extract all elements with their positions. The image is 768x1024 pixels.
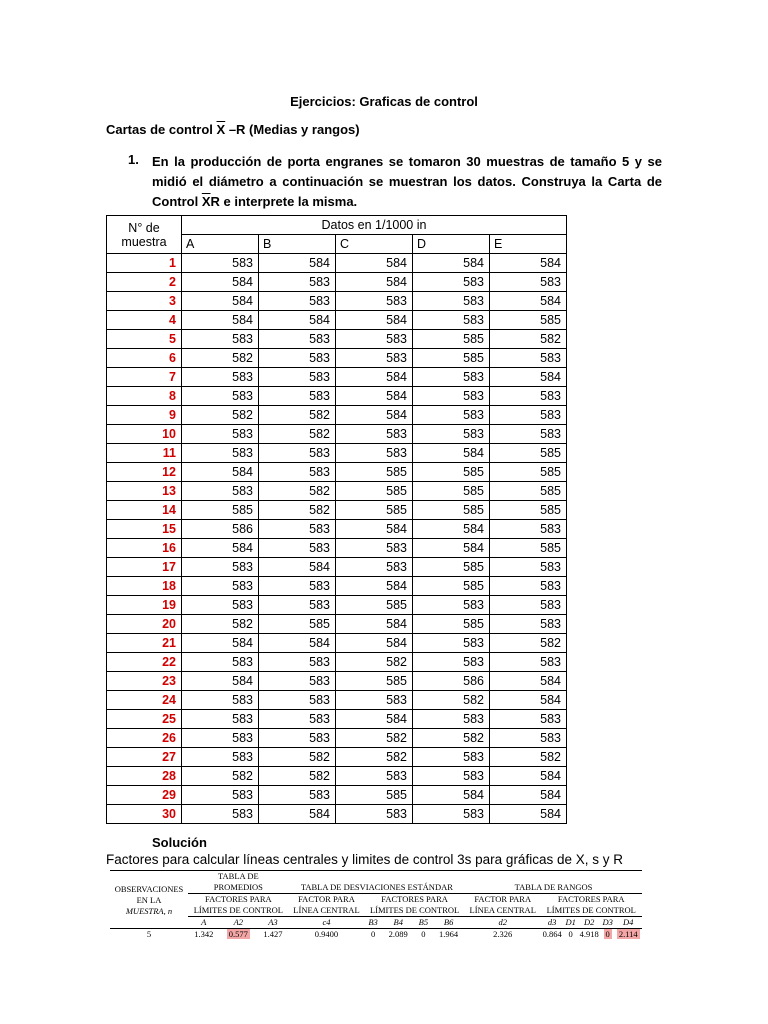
header-data: Datos en 1/1000 in xyxy=(182,216,567,235)
column-header-c: C xyxy=(336,235,413,254)
value-row xyxy=(110,929,642,941)
data-cell: 584 xyxy=(490,805,567,824)
data-cell: 583 xyxy=(490,349,567,368)
factor-symbol: A2 xyxy=(220,917,258,929)
data-cell: 584 xyxy=(336,634,413,653)
table-row xyxy=(107,577,567,596)
table-row xyxy=(107,463,567,482)
sample-number: 16 xyxy=(107,539,182,558)
data-cell: 585 xyxy=(259,615,336,634)
data-cell: 585 xyxy=(413,558,490,577)
table-row xyxy=(107,596,567,615)
sample-number: 21 xyxy=(107,634,182,653)
desv-limits-1: LÍMITES DE CONTROL xyxy=(364,905,465,917)
data-cell: 584 xyxy=(182,634,259,653)
data-cell: 582 xyxy=(336,748,413,767)
data-cell: 583 xyxy=(336,444,413,463)
factor-symbol: B4 xyxy=(382,917,415,929)
data-cell: 583 xyxy=(259,786,336,805)
data-cell: 585 xyxy=(413,501,490,520)
data-cell: 583 xyxy=(413,406,490,425)
sample-number: 18 xyxy=(107,577,182,596)
data-cell: 585 xyxy=(490,463,567,482)
table-row xyxy=(107,349,567,368)
prom-h1: PROMEDIOS xyxy=(188,882,289,894)
data-cell: 582 xyxy=(182,406,259,425)
data-cell: 583 xyxy=(182,368,259,387)
data-cell: 583 xyxy=(413,634,490,653)
factor-symbol: d3 xyxy=(540,917,563,929)
data-cell: 585 xyxy=(490,311,567,330)
factor-value xyxy=(465,929,540,941)
question-xbar: $\overline{X}$ xyxy=(201,194,211,209)
data-cell: 584 xyxy=(182,539,259,558)
data-cell: 583 xyxy=(336,330,413,349)
data-cell: 583 xyxy=(413,387,490,406)
data-cell: 584 xyxy=(259,311,336,330)
data-cell: 583 xyxy=(490,425,567,444)
rangos-central-1: LÍNEA CENTRAL xyxy=(465,905,540,917)
factor-value xyxy=(382,929,415,941)
data-cell: 583 xyxy=(490,596,567,615)
subtitle-suffix: –R (Medias y rangos) xyxy=(225,122,360,137)
data-cell: 585 xyxy=(336,482,413,501)
factor-value xyxy=(432,929,465,941)
data-cell: 583 xyxy=(182,729,259,748)
subtitle xyxy=(106,122,360,137)
table-row xyxy=(107,254,567,273)
data-cell: 584 xyxy=(182,273,259,292)
factor-value-text: 0 xyxy=(421,929,426,939)
data-cell: 586 xyxy=(182,520,259,539)
factor-value xyxy=(364,929,382,941)
data-cell: 584 xyxy=(336,387,413,406)
factor-symbol: d2 xyxy=(465,917,540,929)
prom-h3: LÍMITES DE CONTROL xyxy=(188,905,289,917)
data-cell: 583 xyxy=(259,349,336,368)
data-cell: 583 xyxy=(413,425,490,444)
data-cell: 582 xyxy=(490,330,567,349)
sample-number: 14 xyxy=(107,501,182,520)
factor-symbol: B5 xyxy=(415,917,433,929)
data-cell: 583 xyxy=(490,387,567,406)
data-cell: 584 xyxy=(182,311,259,330)
data-cell: 584 xyxy=(490,767,567,786)
data-cell: 583 xyxy=(182,748,259,767)
symbol-row xyxy=(110,917,642,929)
factor-symbol: B3 xyxy=(364,917,382,929)
table-row xyxy=(107,653,567,672)
table-row xyxy=(107,539,567,558)
data-cell: 584 xyxy=(259,254,336,273)
obs-header xyxy=(110,871,188,917)
factor-value xyxy=(540,929,563,941)
sample-number: 6 xyxy=(107,349,182,368)
rangos-header: TABLA DE RANGOS xyxy=(465,882,642,894)
data-cell: 583 xyxy=(490,653,567,672)
data-cell: 584 xyxy=(336,368,413,387)
data-cell: 583 xyxy=(182,558,259,577)
question-text xyxy=(152,152,662,212)
table-row xyxy=(107,691,567,710)
column-header-e: E xyxy=(490,235,567,254)
data-cell: 585 xyxy=(182,501,259,520)
table-row xyxy=(107,767,567,786)
data-cell: 583 xyxy=(259,672,336,691)
factors-table xyxy=(110,870,642,940)
data-cell: 584 xyxy=(490,292,567,311)
table-row xyxy=(107,387,567,406)
factor-value-text: 5 xyxy=(146,929,152,939)
data-cell: 582 xyxy=(259,767,336,786)
data-cell: 583 xyxy=(413,653,490,672)
factor-value-text: 0 xyxy=(605,929,610,939)
data-cell: 584 xyxy=(259,805,336,824)
data-cell: 585 xyxy=(336,596,413,615)
obs-h1: EN LA xyxy=(136,894,162,905)
data-cell: 583 xyxy=(182,387,259,406)
data-cell: 583 xyxy=(182,653,259,672)
sample-number: 28 xyxy=(107,767,182,786)
factor-symbol: A xyxy=(188,917,220,929)
factor-value-text: 0.9400 xyxy=(314,929,339,939)
data-cell: 583 xyxy=(259,292,336,311)
data-cell: 583 xyxy=(336,805,413,824)
data-cell: 584 xyxy=(336,406,413,425)
data-cell: 583 xyxy=(490,406,567,425)
data-cell: 583 xyxy=(182,482,259,501)
data-cell: 583 xyxy=(182,691,259,710)
data-cell: 582 xyxy=(182,349,259,368)
sample-number: 8 xyxy=(107,387,182,406)
factor-symbol: D1 xyxy=(565,917,576,927)
factor-value-text: 0 xyxy=(370,929,376,939)
table-row xyxy=(107,292,567,311)
data-cell: 583 xyxy=(259,520,336,539)
data-cell: 583 xyxy=(182,710,259,729)
data-cell: 583 xyxy=(182,596,259,615)
data-cell: 582 xyxy=(336,729,413,748)
factor-value xyxy=(415,929,433,941)
sample-number: 5 xyxy=(107,330,182,349)
sample-number: 3 xyxy=(107,292,182,311)
data-cell: 584 xyxy=(336,254,413,273)
sample-number: 11 xyxy=(107,444,182,463)
rangos-limits-0: FACTORES PARA xyxy=(557,894,625,904)
data-cell: 583 xyxy=(259,463,336,482)
factor-symbol: D2 xyxy=(577,917,600,929)
data-cell: 583 xyxy=(259,368,336,387)
data-cell: 582 xyxy=(490,748,567,767)
data-cell: 582 xyxy=(182,767,259,786)
sample-number: 30 xyxy=(107,805,182,824)
data-cell: 583 xyxy=(413,748,490,767)
factor-value-text: 0.864 xyxy=(542,929,562,939)
data-cell: 582 xyxy=(259,482,336,501)
data-cell: 584 xyxy=(336,311,413,330)
symbol-blank xyxy=(110,917,188,929)
table-row xyxy=(107,425,567,444)
factor-value xyxy=(564,929,578,941)
data-cell: 583 xyxy=(259,539,336,558)
column-header-a: A xyxy=(182,235,259,254)
data-cell: 583 xyxy=(336,767,413,786)
data-cell: 584 xyxy=(336,615,413,634)
data-cell: 583 xyxy=(336,691,413,710)
data-cell: 584 xyxy=(490,691,567,710)
table-row xyxy=(107,482,567,501)
data-cell: 582 xyxy=(182,615,259,634)
sample-number: 1 xyxy=(107,254,182,273)
table-row xyxy=(107,672,567,691)
data-cell: 583 xyxy=(413,710,490,729)
desv-central-1: LÍNEA CENTRAL xyxy=(289,905,364,917)
factor-value-text: 1.964 xyxy=(439,929,459,939)
factor-symbol: B6 xyxy=(432,917,465,929)
data-cell: 584 xyxy=(259,634,336,653)
desv-limits-0: FACTORES PARA xyxy=(381,894,448,904)
obs-h2: MUESTRA, n xyxy=(125,905,173,916)
sample-number: 9 xyxy=(107,406,182,425)
data-cell: 584 xyxy=(490,672,567,691)
data-cell: 584 xyxy=(336,577,413,596)
data-cell: 583 xyxy=(259,387,336,406)
sample-number: 13 xyxy=(107,482,182,501)
data-cell: 583 xyxy=(336,349,413,368)
obs-h0: OBSERVACIONES xyxy=(114,883,184,894)
column-header-d: D xyxy=(413,235,490,254)
factor-symbol: c4 xyxy=(289,917,364,929)
data-cell: 583 xyxy=(413,292,490,311)
data-cell: 585 xyxy=(413,577,490,596)
sample-number: 24 xyxy=(107,691,182,710)
factors-title: Factores para calcular líneas centrales y limites de control 3s para gráficas de X, s y R xyxy=(106,852,623,867)
data-cell: 583 xyxy=(259,596,336,615)
factor-symbol: D3 xyxy=(602,917,613,927)
factor-value-text: 2.114 xyxy=(618,929,638,939)
data-cell: 584 xyxy=(182,292,259,311)
factor-value-text: 0 xyxy=(568,929,573,939)
table-row xyxy=(107,786,567,805)
data-cell: 583 xyxy=(182,444,259,463)
data-cell: 584 xyxy=(413,254,490,273)
table-row xyxy=(107,615,567,634)
factor-symbol: D4 xyxy=(614,917,642,929)
data-cell: 585 xyxy=(413,330,490,349)
data-cell: 583 xyxy=(490,729,567,748)
sample-number: 2 xyxy=(107,273,182,292)
data-cell: 583 xyxy=(490,520,567,539)
question-text-b: R e interprete la misma. xyxy=(210,194,358,209)
data-cell: 585 xyxy=(413,463,490,482)
factor-value-text: 1.427 xyxy=(263,929,283,939)
data-cell: 582 xyxy=(259,406,336,425)
data-cell: 584 xyxy=(413,539,490,558)
page-title: Ejercicios: Graficas de control xyxy=(290,94,478,109)
data-cell: 583 xyxy=(259,710,336,729)
data-cell: 583 xyxy=(259,691,336,710)
sample-number: 4 xyxy=(107,311,182,330)
data-cell: 585 xyxy=(490,501,567,520)
sample-number: 23 xyxy=(107,672,182,691)
data-cell: 585 xyxy=(490,539,567,558)
table-row xyxy=(107,330,567,349)
data-cell: 585 xyxy=(336,672,413,691)
sample-number: 20 xyxy=(107,615,182,634)
table-row xyxy=(107,558,567,577)
table-row xyxy=(107,805,567,824)
data-cell: 584 xyxy=(413,786,490,805)
data-cell: 584 xyxy=(336,710,413,729)
data-cell: 583 xyxy=(413,368,490,387)
xbar-symbol: $\overline{X}$ xyxy=(216,122,226,137)
data-cell: 585 xyxy=(490,482,567,501)
solution-label: Solución xyxy=(152,835,207,850)
data-cell: 583 xyxy=(413,311,490,330)
table-row xyxy=(107,520,567,539)
data-cell: 584 xyxy=(336,273,413,292)
factor-value-text: 4.918 xyxy=(579,929,599,939)
sample-size-value xyxy=(110,929,188,941)
factor-value xyxy=(614,929,642,941)
data-cell: 582 xyxy=(259,501,336,520)
data-cell: 584 xyxy=(413,444,490,463)
data-cell: 583 xyxy=(336,425,413,444)
factor-value-text: 2.089 xyxy=(388,929,408,939)
data-cell: 584 xyxy=(259,558,336,577)
data-cell: 583 xyxy=(259,577,336,596)
sample-number: 22 xyxy=(107,653,182,672)
table-row xyxy=(107,311,567,330)
table-row xyxy=(107,368,567,387)
desv-central-0: FACTOR PARA xyxy=(298,894,355,904)
data-cell: 582 xyxy=(336,653,413,672)
header-sample: N° de muestra xyxy=(107,216,182,254)
question-number: 1. xyxy=(128,152,139,167)
factor-value-text: 1.342 xyxy=(194,929,214,939)
sample-number: 12 xyxy=(107,463,182,482)
sample-number: 15 xyxy=(107,520,182,539)
data-cell: 583 xyxy=(413,767,490,786)
data-cell: 584 xyxy=(413,520,490,539)
data-cell: 583 xyxy=(336,292,413,311)
sample-number: 29 xyxy=(107,786,182,805)
data-cell: 584 xyxy=(182,672,259,691)
data-cell: 583 xyxy=(413,273,490,292)
data-cell: 583 xyxy=(490,273,567,292)
data-cell: 583 xyxy=(182,425,259,444)
data-cell: 582 xyxy=(490,634,567,653)
data-cell: 583 xyxy=(490,558,567,577)
data-cell: 582 xyxy=(413,691,490,710)
table-row xyxy=(107,273,567,292)
rangos-central-0: FACTOR PARA xyxy=(474,894,532,904)
data-cell: 584 xyxy=(182,463,259,482)
data-cell: 583 xyxy=(413,805,490,824)
rangos-limits-1: LÍMITES DE CONTROL xyxy=(540,905,642,917)
data-cell: 583 xyxy=(182,254,259,273)
factor-value-text: 0.577 xyxy=(228,929,248,939)
data-cell: 585 xyxy=(413,615,490,634)
factor-value-text: 2.326 xyxy=(493,929,513,939)
data-cell: 583 xyxy=(259,729,336,748)
table-row xyxy=(107,634,567,653)
data-cell: 583 xyxy=(182,805,259,824)
sample-number: 17 xyxy=(107,558,182,577)
data-cell: 583 xyxy=(490,710,567,729)
factor-value xyxy=(601,929,615,941)
table-row xyxy=(107,748,567,767)
data-cell: 583 xyxy=(182,786,259,805)
data-cell: 584 xyxy=(336,520,413,539)
factor-value xyxy=(257,929,289,941)
data-cell: 583 xyxy=(259,273,336,292)
data-cell: 584 xyxy=(490,786,567,805)
subtitle-prefix: Cartas de control xyxy=(106,122,217,137)
data-cell: 583 xyxy=(336,539,413,558)
column-header-b: B xyxy=(259,235,336,254)
table-row xyxy=(107,444,567,463)
data-cell: 583 xyxy=(259,653,336,672)
data-cell: 582 xyxy=(259,425,336,444)
data-cell: 584 xyxy=(490,368,567,387)
data-cell: 583 xyxy=(259,330,336,349)
data-cell: 585 xyxy=(490,444,567,463)
data-cell: 583 xyxy=(182,577,259,596)
data-cell: 585 xyxy=(413,482,490,501)
prom-h0: TABLA DE xyxy=(218,871,259,881)
table-body xyxy=(107,254,567,824)
data-cell: 584 xyxy=(490,254,567,273)
sample-number: 26 xyxy=(107,729,182,748)
factor-value xyxy=(220,929,258,941)
data-cell: 583 xyxy=(336,558,413,577)
data-cell: 585 xyxy=(336,463,413,482)
data-cell: 583 xyxy=(182,330,259,349)
table-row xyxy=(107,729,567,748)
data-cell: 586 xyxy=(413,672,490,691)
factor-symbol: A3 xyxy=(257,917,289,929)
data-cell: 583 xyxy=(490,615,567,634)
data-cell: 583 xyxy=(490,577,567,596)
data-cell: 582 xyxy=(413,729,490,748)
desv-header: TABLA DE DESVIACIONES ESTÁNDAR xyxy=(289,882,465,894)
data-table xyxy=(106,215,567,824)
factor-value xyxy=(188,929,220,941)
table-row xyxy=(107,501,567,520)
sample-number: 27 xyxy=(107,748,182,767)
data-cell: 583 xyxy=(259,444,336,463)
data-cell: 585 xyxy=(336,786,413,805)
factor-value xyxy=(577,929,600,941)
question-text-a: En la producción de porta engranes se tomaron 30 muestras de tamaño 5 y se midió el diámetro a continuación se muestran los datos. Construya la Carta de Control xyxy=(152,154,662,209)
table-row xyxy=(107,406,567,425)
data-cell: 585 xyxy=(413,349,490,368)
sample-number: 7 xyxy=(107,368,182,387)
sample-number: 25 xyxy=(107,710,182,729)
prom-h2: FACTORES PARA xyxy=(205,894,272,904)
table-row xyxy=(107,710,567,729)
data-cell: 585 xyxy=(336,501,413,520)
factor-value xyxy=(289,929,364,941)
sample-number: 10 xyxy=(107,425,182,444)
data-cell: 583 xyxy=(413,596,490,615)
data-cell: 582 xyxy=(259,748,336,767)
sample-number: 19 xyxy=(107,596,182,615)
